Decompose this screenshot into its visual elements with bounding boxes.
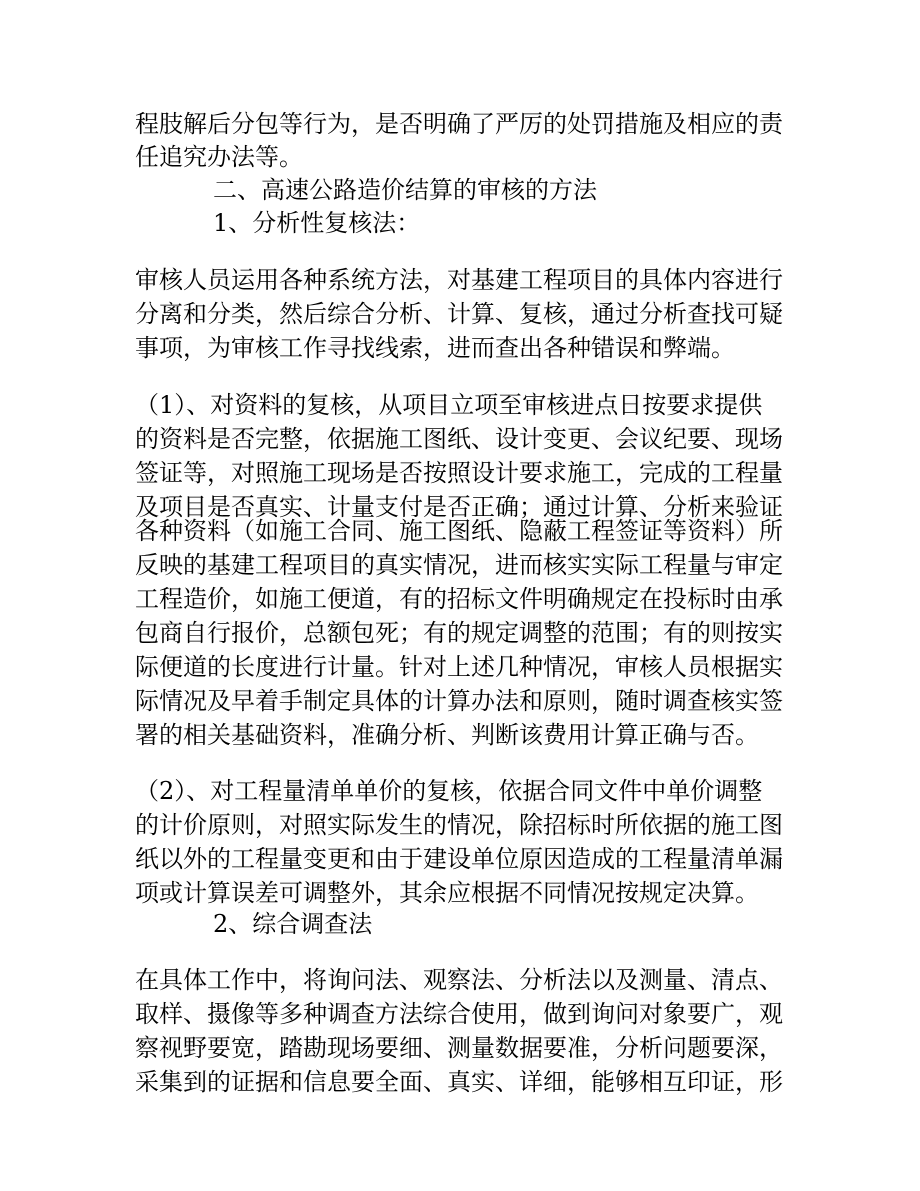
text-line: 事项，为审核工作寻找线索，进而查出各种错误和弊端。 [135,334,735,362]
text-line: 程肢解后分包等行为，是否明确了严厉的处罚措施及相应的责 [135,110,783,138]
text-line: 签证等，对照施工现场是否按照设计要求施工，完成的工程量 [135,459,783,487]
text-line: （2）、对工程量清单单价的复核，依据合同文件中单价调整 [135,777,763,805]
text-line: 审核人员运用各种系统方法，对基建工程项目的具体内容进行 [135,266,783,294]
text-line: 反映的基建工程项目的真实情况，进而核实实际工程量与审定 [135,551,783,579]
text-line: 察视野要宽，踏勘现场要细、测量数据要准，分析问题要深， [135,1034,783,1062]
text-line: 各种资料（如施工合同、施工图纸、隐蔽工程签证等资料）所 [135,517,783,545]
text-line: 采集到的证据和信息要全面、真实、详细，能够相互印证，形 [135,1068,783,1096]
text-line: （1）、对资料的复核，从项目立项至审核进点日按要求提供 [135,391,763,419]
text-line: 取样、摄像等多种调查方法综合使用，做到询问对象要广，观 [135,1000,783,1028]
section-heading: 二、高速公路造价结算的审核的方法 [213,176,597,204]
text-line: 纸以外的工程量变更和由于建设单位原因造成的工程量清单漏 [135,845,783,873]
text-line: 际情况及早着手制定具体的计算办法和原则，随时调查核实签 [135,687,783,715]
subsection-heading: 1、分析性复核法： [213,209,421,237]
text-line: 的资料是否完整，依据施工图纸、设计变更、会议纪要、现场 [135,425,783,453]
subsection-heading: 2、综合调查法 [213,910,373,938]
text-line: 项或计算误差可调整外，其余应根据不同情况按规定决算。 [135,879,759,907]
text-line: 分离和分类，然后综合分析、计算、复核，通过分析查找可疑 [135,300,783,328]
text-line: 任追究办法等。 [135,143,303,171]
text-line: 的计价原则，对照实际发生的情况，除招标时所依据的施工图 [135,811,783,839]
text-line: 在具体工作中，将询问法、观察法、分析法以及测量、清点、 [135,966,783,994]
text-line: 及项目是否真实、计量支付是否正确；通过计算、分析来验证 [135,493,783,521]
text-line: 际便道的长度进行计量。针对上述几种情况，审核人员根据实 [135,653,783,681]
text-line: 包商自行报价，总额包死；有的规定调整的范围；有的则按实 [135,619,783,647]
text-line: 工程造价，如施工便道，有的招标文件明确规定在投标时由承 [135,585,783,613]
text-line: 署的相关基础资料，准确分析、判断该费用计算正确与否。 [135,721,759,749]
